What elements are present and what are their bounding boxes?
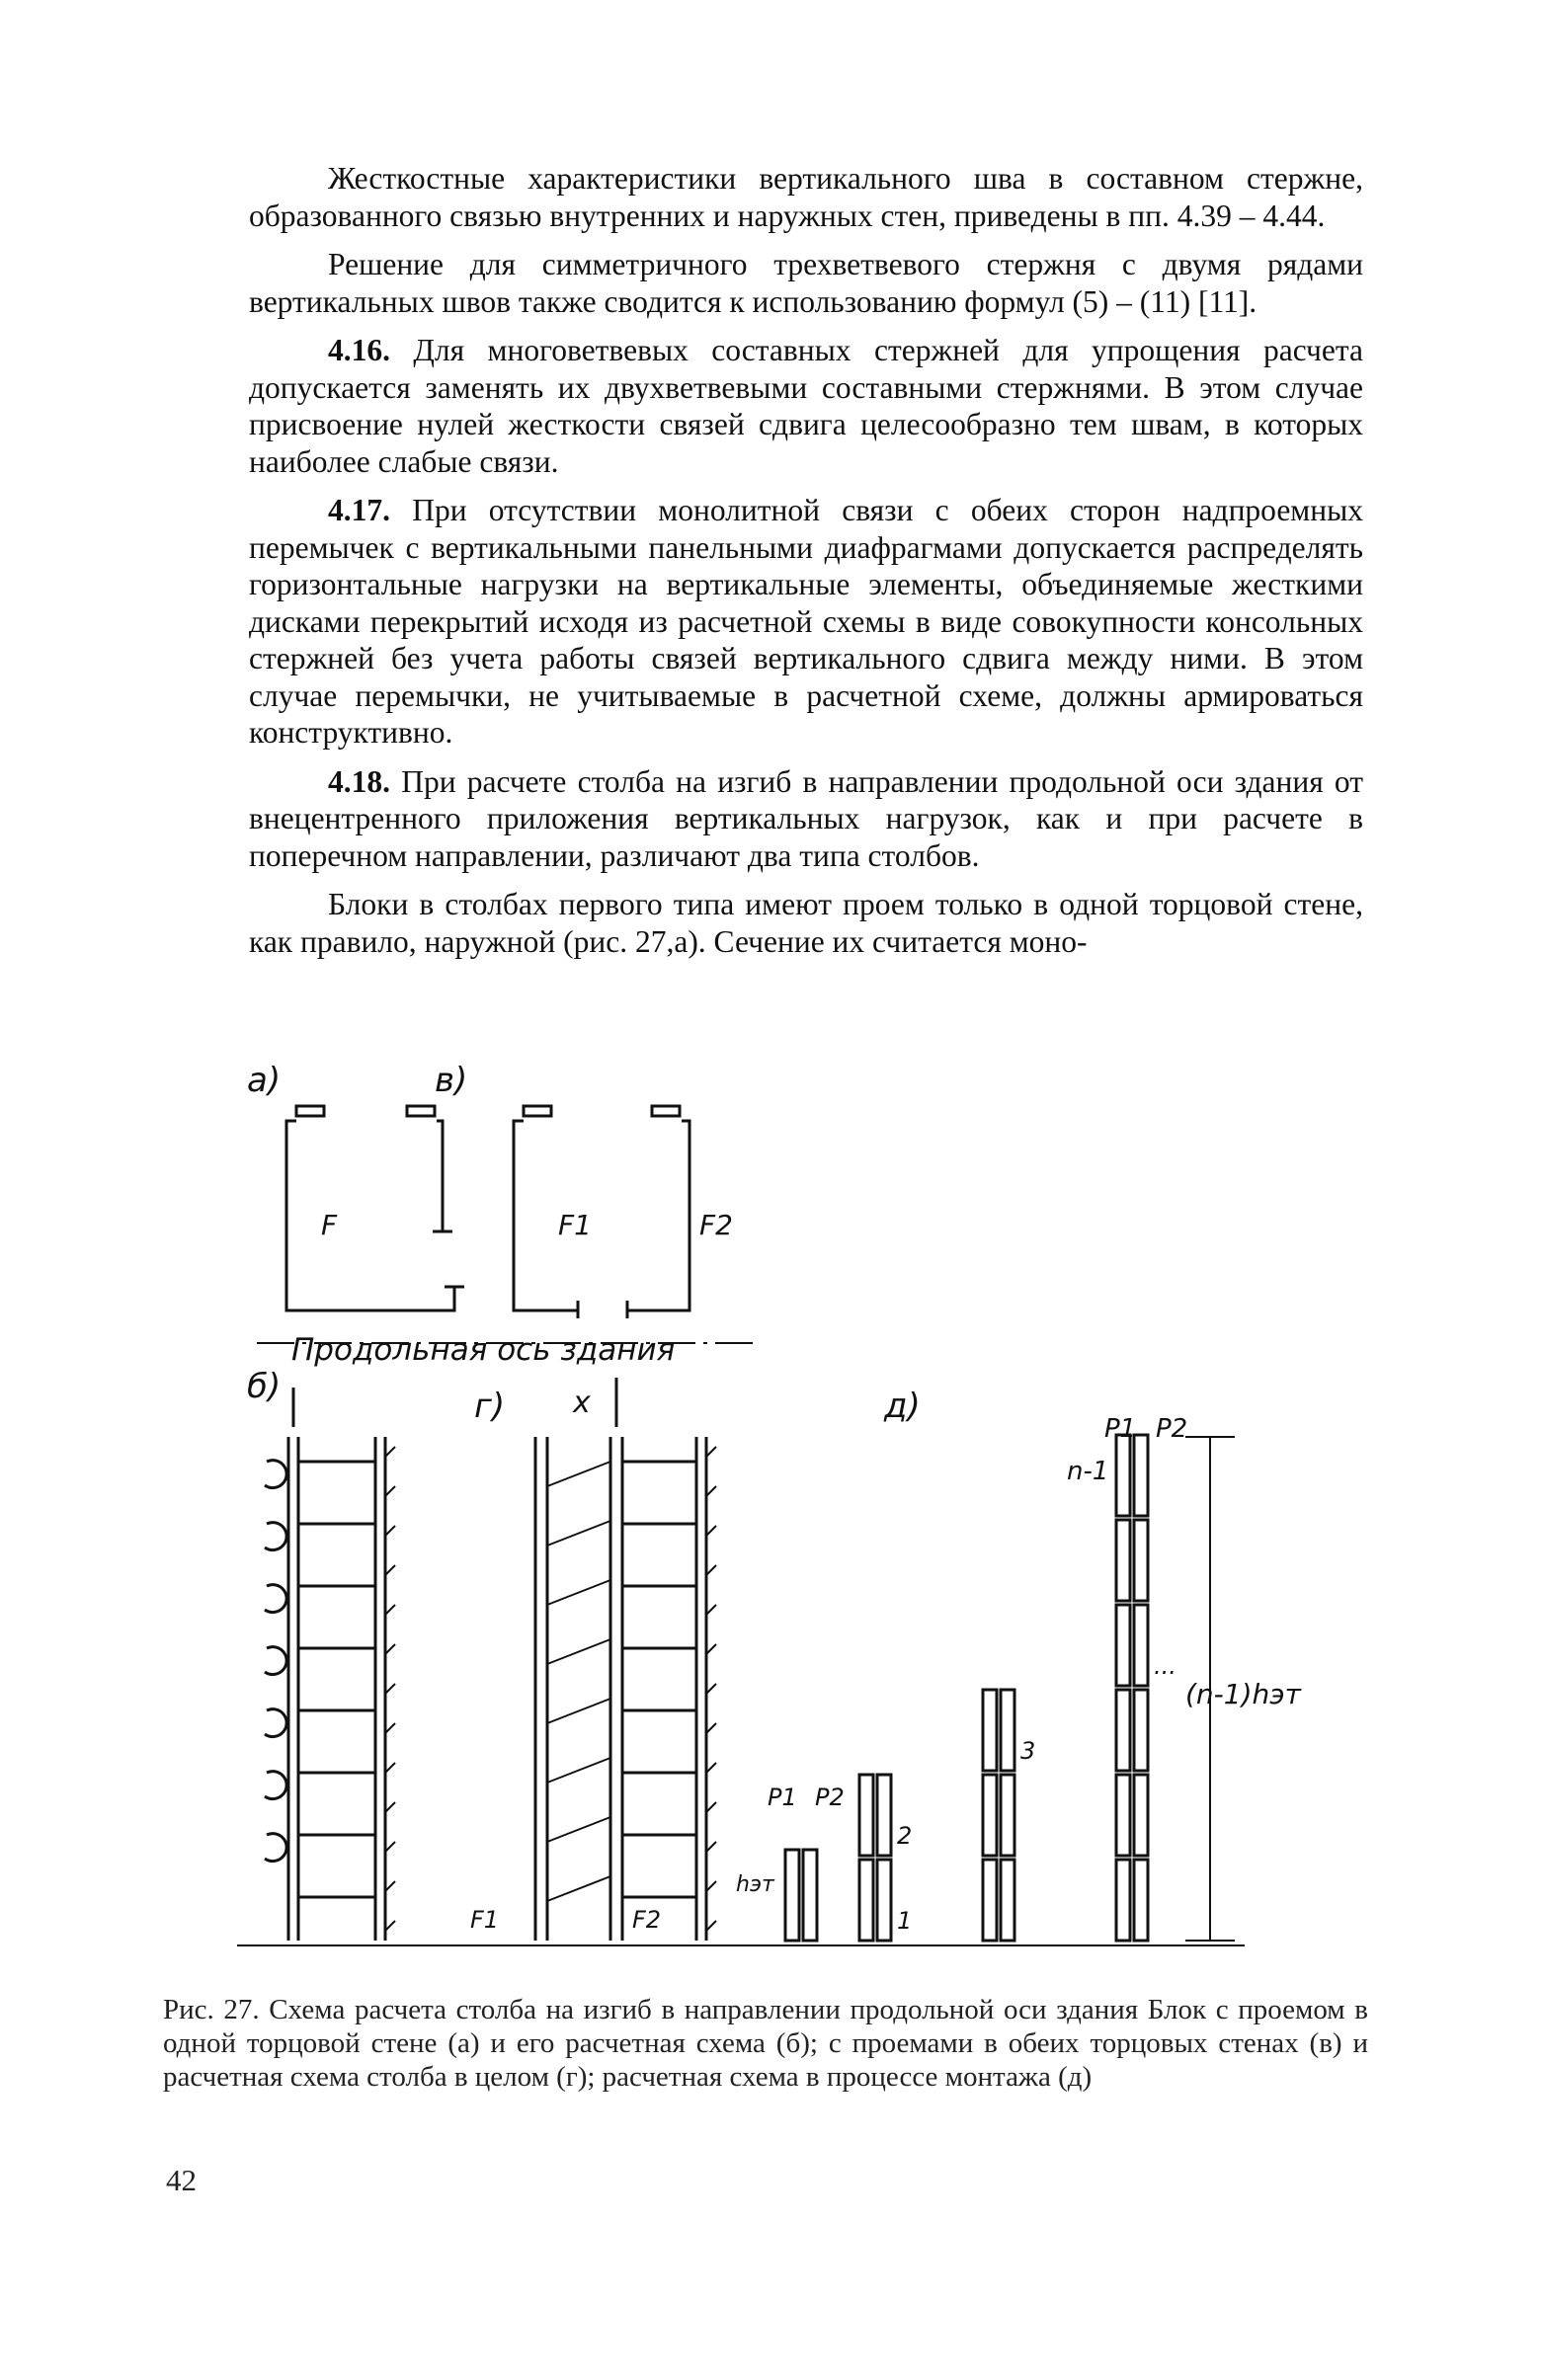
label-P2-s1: P2 [815, 1784, 845, 1811]
scheme-b [265, 1388, 395, 1941]
label-v: в) [435, 1061, 468, 1100]
paragraph-4-16: 4.16. Для многоветвевых составных стержней для упрощения расчета допускается заменять их двухветвевыми составными стержнями. В этом случае присвоение нулей жесткости связей сдвига целесообразно тем швам, в которых наиболее слабые связи. [249, 333, 1363, 479]
label-P1-top: P1 [1104, 1414, 1137, 1444]
block-a-plan [286, 1106, 464, 1310]
figure-27-drawing [237, 1022, 1343, 2010]
label-x: x [573, 1386, 591, 1420]
scheme-g [535, 1378, 716, 1941]
label-stage-2: 2 [897, 1822, 913, 1850]
caption-text: Рис. 27. Схема расчета столба на изгиб в направлении продольной оси здания Блок с проемом в одной торцовой стене (а) и его расчетная схема (б); с проемами в обеих торцовых стенах (в) и расчетная схема столба в целом (г); расчетная схема в процессе монтажа (д) [163, 1994, 1368, 2093]
label-F2-g: F2 [632, 1906, 662, 1934]
paragraph-2: Решение для симметричного трехветвевого стержня с двумя рядами вертикальных швов также сводится к использованию формул (5) – (11) [11]. [249, 247, 1363, 319]
scheme-d [785, 1435, 1235, 1941]
label-P2-top: P2 [1156, 1414, 1188, 1444]
label-stage-1: 1 [897, 1907, 913, 1935]
label-F2: F2 [699, 1209, 733, 1241]
label-n1: n-1 [1067, 1457, 1109, 1486]
label-P1-s1: P1 [768, 1784, 797, 1811]
body-text [249, 160, 1363, 960]
axis-label: Продольная ось здания [291, 1332, 676, 1368]
paragraph-6: Блоки в столбах первого типа имеют проем только в одной торцовой стене, как правило, наружной (рис. 27,а). Сечение их считается моно- [249, 887, 1363, 959]
label-dots: ... [1154, 1652, 1176, 1680]
paragraph-1: Жесткостные характеристики вертикального шва в составном стержне, образованного связью внутренних и наружных стен, приведены в пп. 4.39 – 4.44. [249, 161, 1363, 233]
paragraph-4-17: 4.17. При отсутствии монолитной связи с обеих сторон надпроемных перемычек с вертикальными панельными диафрагмами допускается распределять горизонтальные нагрузки на вертикальные элементы, объединяемые жесткими дисками перекрытий исходя из расчетной схемы в виде совокупности консольных стержней без учета работы связей вертикального сдвига между ними. В этом случае перемычки, не учитываемые в расчетной схеме, должны армироваться конструктивно. [249, 493, 1363, 750]
section-number: 4.16. [328, 333, 390, 367]
section-number: 4.18. [328, 763, 390, 799]
label-g: г) [474, 1387, 506, 1426]
label-hat: hэт [736, 1872, 774, 1897]
label-F1: F1 [558, 1209, 592, 1241]
label-F: F [321, 1209, 338, 1241]
paragraph-4-18: 4.18. При расчете столба на изгиб в направлении продольной оси здания от внецентренного приложения вертикальных нагрузок, как и при расчете в поперечном направлении, различают два типа столбов. [249, 763, 1363, 873]
block-v-plan [514, 1106, 689, 1318]
section-number: 4.17. [328, 493, 390, 527]
label-nh: (n-1)hэт [1185, 1678, 1301, 1710]
label-a: а) [247, 1061, 282, 1100]
page-number: 42 [166, 2163, 197, 2197]
label-stage-3: 3 [1020, 1737, 1036, 1765]
label-d: д) [884, 1387, 921, 1426]
figure-caption [163, 1993, 1368, 2094]
label-b: б) [247, 1367, 282, 1406]
label-F1-g: F1 [470, 1906, 500, 1934]
figure-27 [237, 1022, 1343, 2010]
